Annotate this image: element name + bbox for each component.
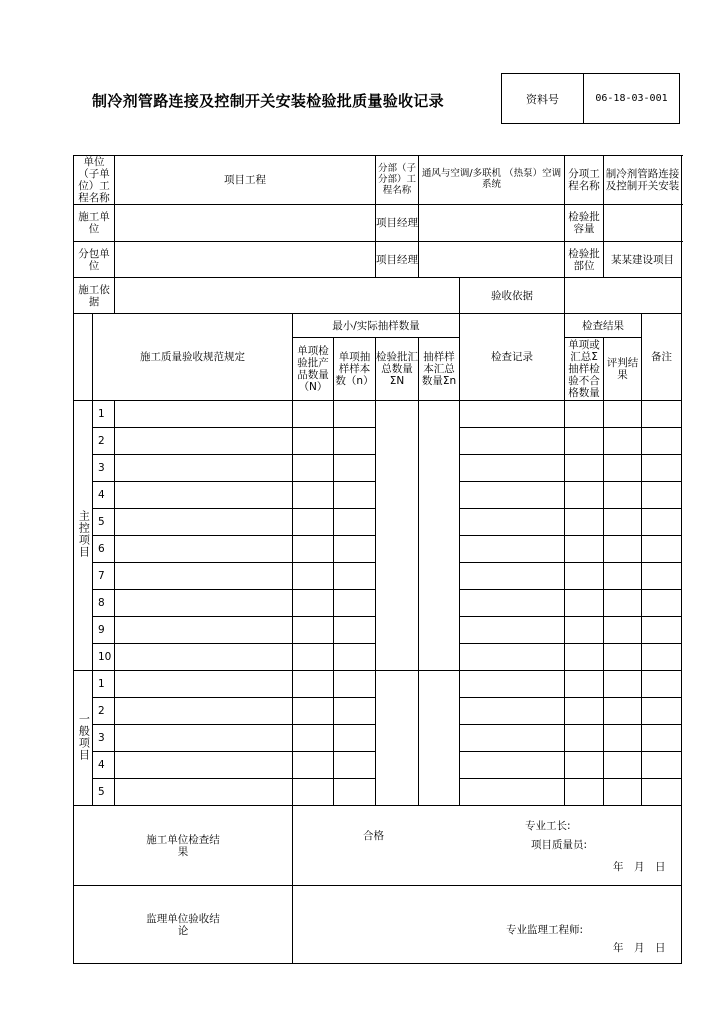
construction-check-label: 施工单位检查结果 bbox=[74, 806, 293, 886]
batch-capacity-label: 检验批容量 bbox=[565, 205, 604, 242]
reference-value: 06-18-03-001 bbox=[595, 93, 668, 104]
construction-result: 合格 bbox=[363, 830, 384, 843]
sample-qty-header: 单项抽样样本数（n） bbox=[334, 338, 376, 401]
general-sample-total[interactable] bbox=[419, 671, 460, 806]
quality-officer-label: 项目质量员: bbox=[531, 839, 588, 852]
min-actual-header: 最小/实际抽样数量 bbox=[293, 314, 460, 338]
main-item-number: 7 bbox=[93, 563, 115, 590]
evaluation-header: 评判结果 bbox=[604, 338, 642, 401]
sub-project-manager-value[interactable] bbox=[419, 242, 565, 278]
main-item-spec[interactable] bbox=[115, 401, 293, 428]
main-items-label: 主控项目 bbox=[74, 401, 93, 671]
reference-label: 资料号 bbox=[502, 74, 584, 123]
main-item-number: 9 bbox=[93, 617, 115, 644]
construction-basis-label: 施工依据 bbox=[74, 278, 115, 314]
main-item-number: 4 bbox=[93, 482, 115, 509]
general-item-number: 4 bbox=[93, 752, 115, 779]
unit-name-label: 单位（子单位）工程名称 bbox=[74, 156, 115, 205]
fail-count-header: 单项或汇总Σ抽样检验不合格数量 bbox=[565, 338, 604, 401]
inspection-record-table bbox=[73, 155, 682, 964]
blank-corner bbox=[74, 314, 93, 401]
subcontractor-label: 分包单位 bbox=[74, 242, 115, 278]
main-batch-total[interactable] bbox=[376, 401, 419, 671]
batch-location-value[interactable]: 某某建设项目 bbox=[604, 242, 682, 278]
construction-unit-label: 施工单位 bbox=[74, 205, 115, 242]
acceptance-basis-value[interactable] bbox=[565, 278, 682, 314]
spec-header: 施工质量验收规范规定 bbox=[93, 314, 293, 401]
page-title: 制冷剂管路连接及控制开关安装检验批质量验收记录 bbox=[92, 92, 444, 110]
batch-location-label: 检验批部位 bbox=[565, 242, 604, 278]
general-item-number: 3 bbox=[93, 725, 115, 752]
result-header: 检查结果 bbox=[565, 314, 642, 338]
supervision-area[interactable] bbox=[293, 886, 682, 964]
general-item-number: 5 bbox=[93, 779, 115, 806]
main-item-number: 8 bbox=[93, 590, 115, 617]
record-header: 检查记录 bbox=[460, 314, 565, 401]
general-item-number: 2 bbox=[93, 698, 115, 725]
division-name-label: 分部（子分部）工程名称 bbox=[376, 156, 419, 205]
supervising-engineer-label: 专业监理工程师: bbox=[506, 924, 584, 937]
remark-header: 备注 bbox=[642, 314, 682, 401]
project-manager-value[interactable] bbox=[419, 205, 565, 242]
construction-unit-value[interactable] bbox=[115, 205, 376, 242]
project-manager-label: 项目经理 bbox=[376, 205, 419, 242]
main-item-number: 6 bbox=[93, 536, 115, 563]
main-sample-total[interactable] bbox=[419, 401, 460, 671]
main-item-number: 5 bbox=[93, 509, 115, 536]
general-items-label: 一般项目 bbox=[74, 671, 93, 806]
main-item-number: 3 bbox=[93, 455, 115, 482]
subitem-name-value[interactable]: 制冷剂管路连接及控制开关安装 bbox=[604, 156, 682, 205]
construction-date: 年 月 日 bbox=[613, 861, 666, 874]
main-item-number: 1 bbox=[93, 401, 115, 428]
acceptance-basis-label: 验收依据 bbox=[460, 278, 565, 314]
sub-project-manager-label: 项目经理 bbox=[376, 242, 419, 278]
supervision-date: 年 月 日 bbox=[613, 942, 666, 955]
subcontractor-value[interactable] bbox=[115, 242, 376, 278]
reference-number-box bbox=[501, 73, 680, 124]
general-item-number: 1 bbox=[93, 671, 115, 698]
general-batch-total[interactable] bbox=[376, 671, 419, 806]
main-item-number: 10 bbox=[93, 644, 115, 671]
foreman-label: 专业工长: bbox=[525, 820, 571, 833]
division-name-value[interactable]: 通风与空调/多联机 （热泵）空调系统 bbox=[419, 156, 565, 205]
unit-name-value[interactable]: 项目工程 bbox=[115, 156, 376, 205]
batch-qty-header: 单项检验批产品数量（N） bbox=[293, 338, 334, 401]
sample-total-header: 抽样样本汇总数量Σn bbox=[419, 338, 460, 401]
construction-check-area[interactable] bbox=[293, 806, 682, 886]
supervision-label: 监理单位验收结论 bbox=[74, 886, 293, 964]
subitem-name-label: 分项工程名称 bbox=[565, 156, 604, 205]
main-item-number: 2 bbox=[93, 428, 115, 455]
batch-capacity-value[interactable] bbox=[604, 205, 682, 242]
batch-total-header: 检验批汇总数量ΣN bbox=[376, 338, 419, 401]
construction-basis-value[interactable] bbox=[115, 278, 460, 314]
